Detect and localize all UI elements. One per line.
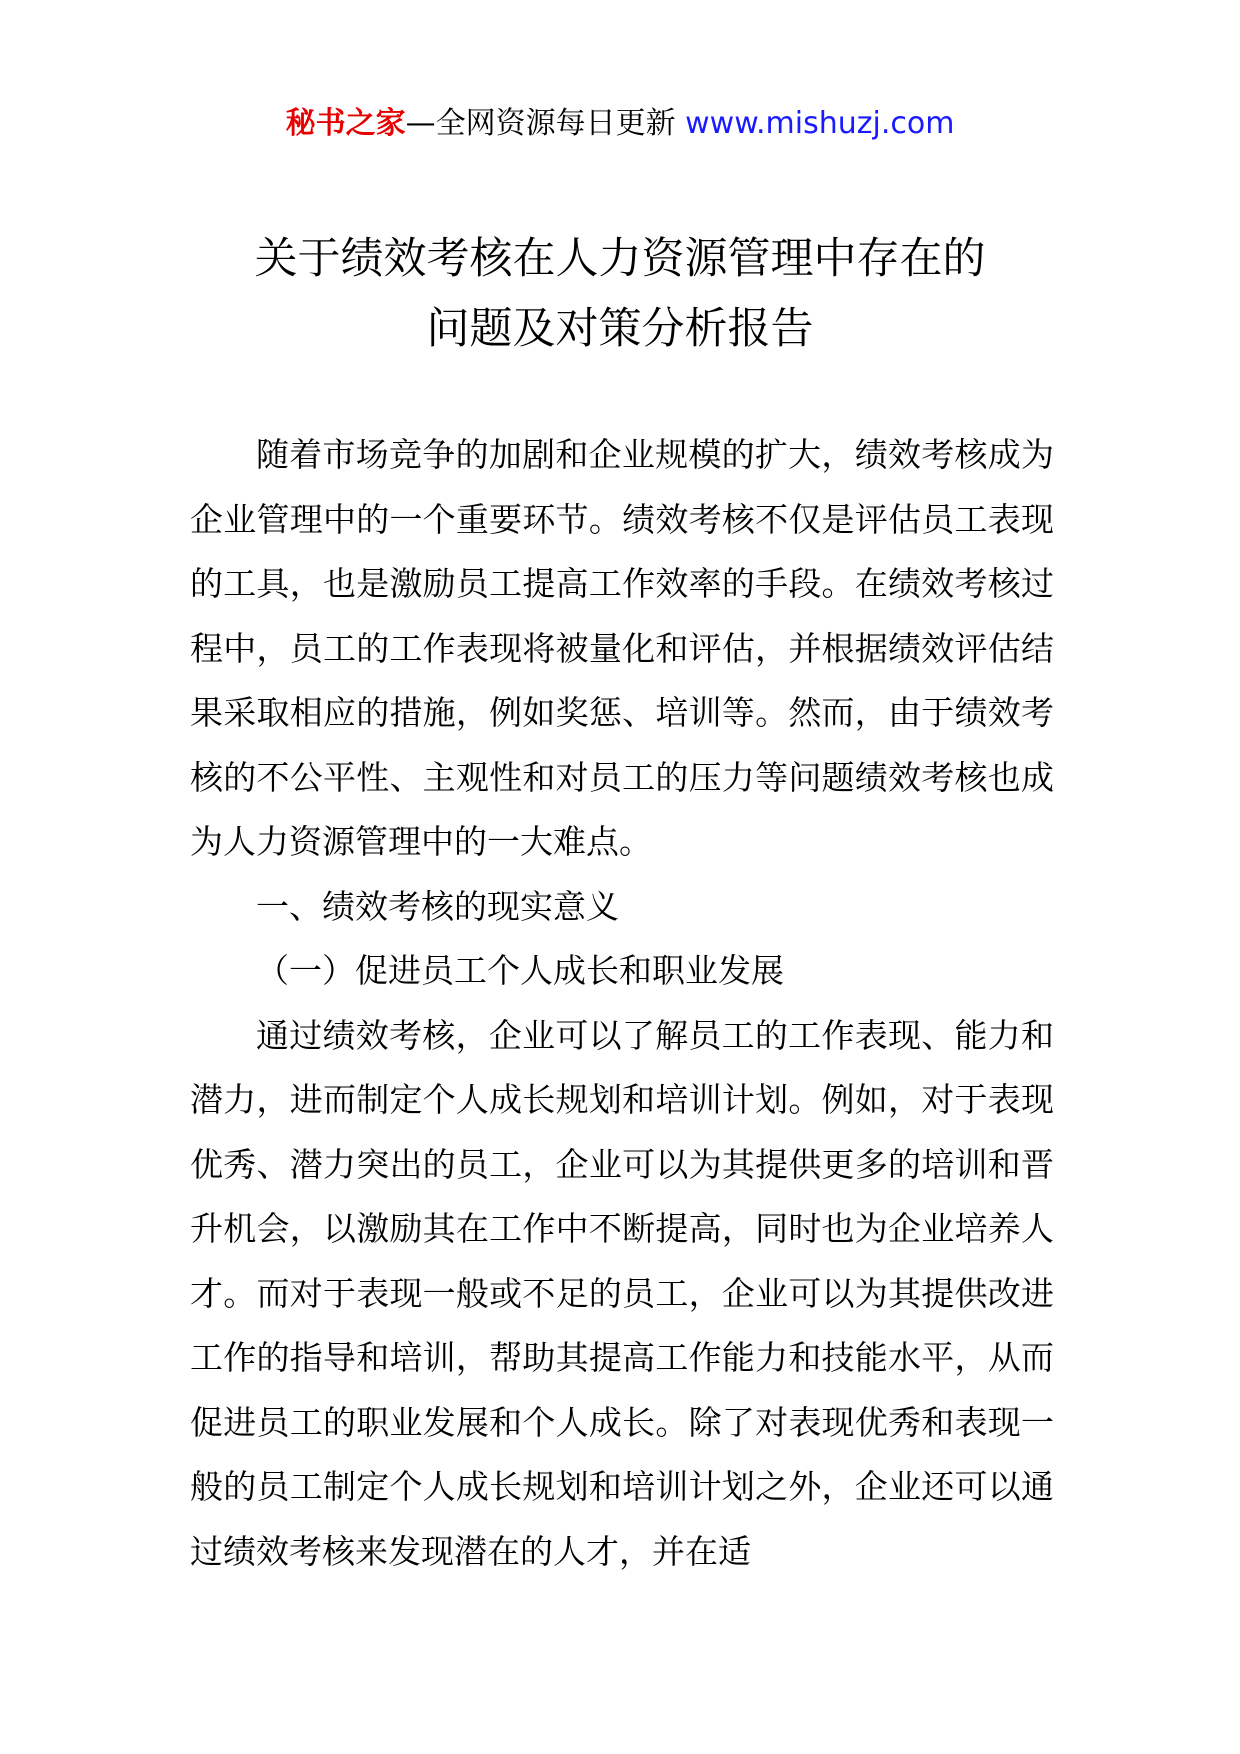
document-title xyxy=(0,224,1240,364)
title-line-2: 问题及对策分析报告 xyxy=(426,304,814,354)
intro-paragraph: 随着市场竞争的加剧和企业规模的扩大，绩效考核成为企业管理中的一个重要环节。绩效考核不仅是评估员工表现的工具，也是激励员工提高工作效率的手段。在绩效考核过程中，员工的工作表现将被量化和评估，并根据绩效评估结果采取相应的措施，例如奖惩、培训等。然而，由于绩效考核的不公平性、主观性和对员工的压力等问题绩效考核也成为人力资源管理中的一大难点。 xyxy=(190,435,1054,861)
document-body xyxy=(190,423,1054,1584)
site-brand: 秘书之家 xyxy=(285,106,406,141)
body-paragraph: 通过绩效考核，企业可以了解员工的工作表现、能力和潜力，进而制定个人成长规划和培训计划。例如，对于表现优秀、潜力突出的员工，企业可以为其提供更多的培训和晋升机会，以激励其在工作中不断提高，同时也为企业培养人才。而对于表现一般或不足的员工，企业可以为其提供改进工作的指导和培训，帮助其提高工作能力和技能水平，从而促进员工的职业发展和个人成长。除了对表现优秀和表现一般的员工制定个人成长规划和培训计划之外，企业还可以通过绩效考核来发现潜在的人才，并在适 xyxy=(190,1015,1054,1571)
section-heading: 一、绩效考核的现实意义 xyxy=(256,886,619,926)
site-tagline: —全网资源每日更新 xyxy=(405,106,686,141)
site-url-link[interactable]: www.mishuzj.com xyxy=(685,106,955,141)
title-line-1: 关于绩效考核在人力资源管理中存在的 xyxy=(254,234,986,284)
subsection-heading: （一）促进员工个人成长和职业发展 xyxy=(256,951,784,990)
site-header xyxy=(0,104,1240,144)
